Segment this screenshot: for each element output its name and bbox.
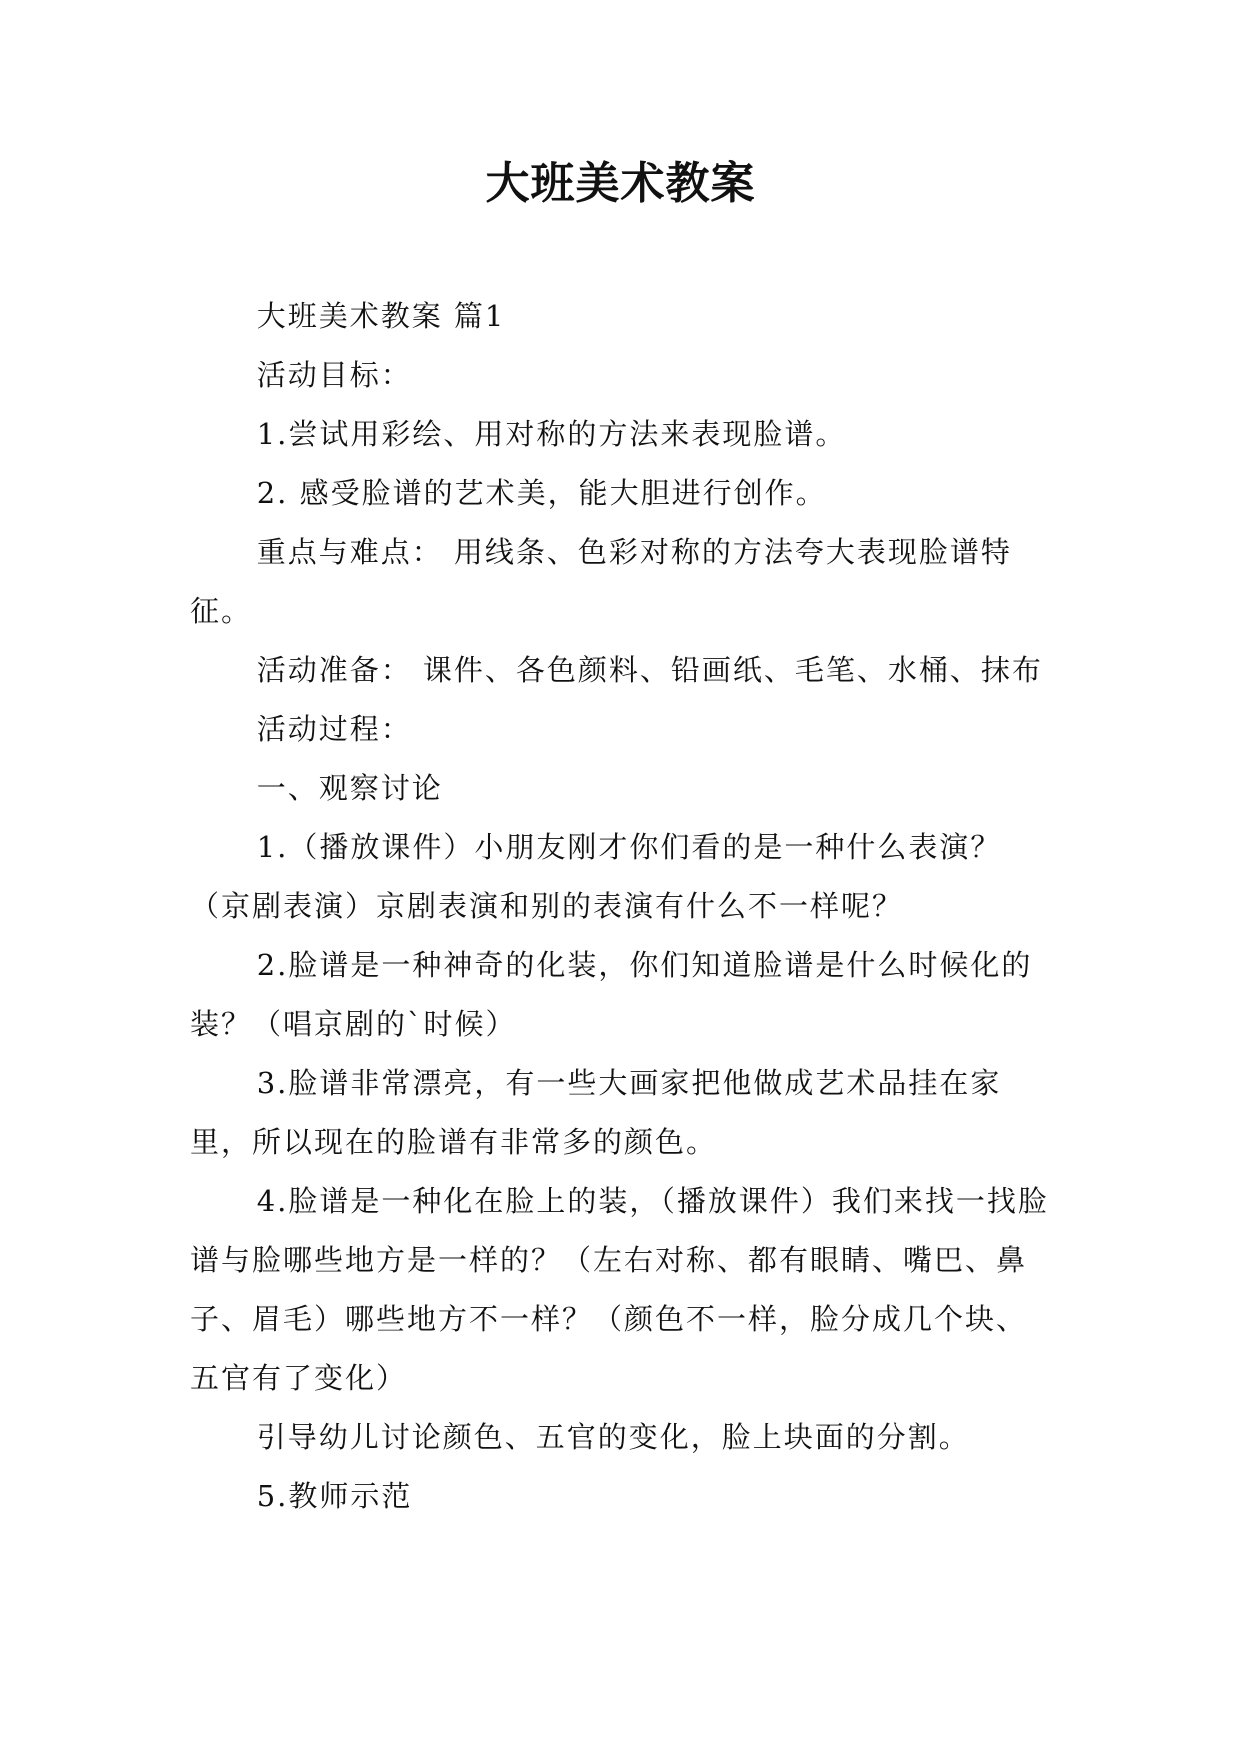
paragraph: 活动目标： bbox=[256, 358, 412, 392]
paragraph: 4.脸谱是一种化在脸上的装，（播放课件）我们来找一找脸谱与脸哪些地方是一样的？（左右对称、都有眼睛、嘴巴、鼻子、眉毛）哪些地方不一样？（颜色不一样，脸分成几个块、五官有了变化） bbox=[190, 1184, 1049, 1395]
paragraph: 活动准备： 课件、各色颜料、铅画纸、毛笔、水桶、抹布 bbox=[256, 653, 1043, 687]
paragraph: 3.脸谱非常漂亮，有一些大画家把他做成艺术品挂在家里，所以现在的脸谱有非常多的颜色。 bbox=[190, 1066, 1002, 1159]
paragraph: 5.教师示范 bbox=[256, 1479, 413, 1513]
paragraph: 1.（播放课件）小朋友刚才你们看的是一种什么表演？（京剧表演）京剧表演和别的表演有什么不一样呢？ bbox=[190, 830, 1002, 923]
paragraph: 一、观察讨论 bbox=[256, 771, 443, 805]
document-title: 大班美术教案 bbox=[485, 158, 756, 209]
paragraph: 重点与难点： 用线条、色彩对称的方法夸大表现脸谱特征。 bbox=[190, 535, 1012, 628]
paragraph: 2.脸谱是一种神奇的化装，你们知道脸谱是什么时候化的装？（唱京剧的`时候） bbox=[190, 948, 1033, 1041]
section-heading: 大班美术教案 篇1 bbox=[256, 299, 506, 333]
paragraph: 2. 感受脸谱的艺术美，能大胆进行创作。 bbox=[256, 476, 827, 510]
paragraph: 1.尝试用彩绘、用对称的方法来表现脸谱。 bbox=[256, 417, 847, 451]
paragraph: 活动过程： bbox=[256, 712, 412, 746]
paragraph: 引导幼儿讨论颜色、五官的变化，脸上块面的分割。 bbox=[256, 1420, 970, 1454]
document-body bbox=[190, 287, 1050, 1526]
